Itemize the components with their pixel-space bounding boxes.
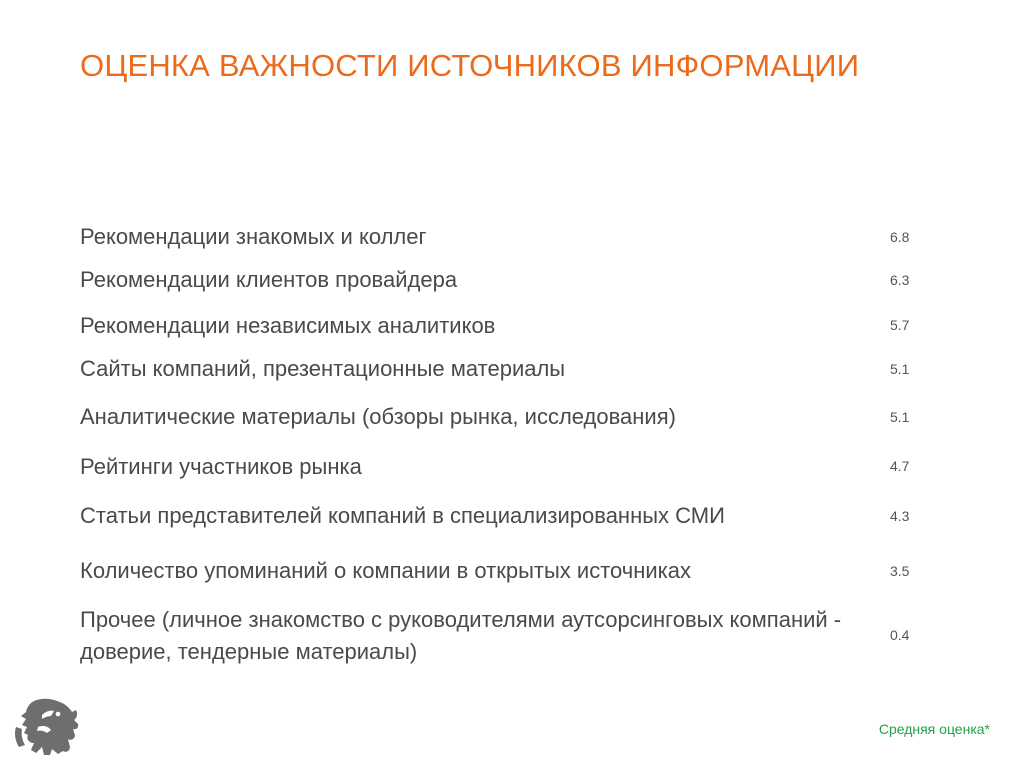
row-value: 3.5 <box>890 563 910 579</box>
row-value: 5.1 <box>890 409 910 425</box>
row-value: 6.3 <box>890 272 910 288</box>
row-label: Статьи представителей компаний в специализированных СМИ <box>80 503 725 528</box>
row-value: 5.7 <box>890 317 910 333</box>
page-title: ОЦЕНКА ВАЖНОСТИ ИСТОЧНИКОВ ИНФОРМАЦИИ <box>80 48 860 83</box>
row-value: 4.3 <box>890 508 910 524</box>
row-label: Рейтинги участников рынка <box>80 454 362 479</box>
row-label: Рекомендации независимых аналитиков <box>80 313 496 338</box>
row-value: 6.8 <box>890 229 910 245</box>
row-label: Аналитические материалы (обзоры рынка, исследования) <box>80 404 676 429</box>
row-label: Сайты компаний, презентационные материалы <box>80 356 566 381</box>
row-label: Рекомендации знакомых и коллег <box>80 224 427 249</box>
row-label: Рекомендации клиентов провайдера <box>80 267 458 292</box>
footnote-average-score: Средняя оценка* <box>878 721 990 737</box>
row-value: 4.7 <box>890 458 910 474</box>
row-value: 0.4 <box>890 627 910 643</box>
row-value: 5.1 <box>890 361 910 377</box>
lion-logo-icon <box>12 697 88 757</box>
row-label: Прочее (личное знакомство с руководителями аутсорсинговых компаний - доверие, тендерные материалы) <box>80 607 842 664</box>
row-label: Количество упоминаний о компании в открытых источниках <box>80 558 692 583</box>
